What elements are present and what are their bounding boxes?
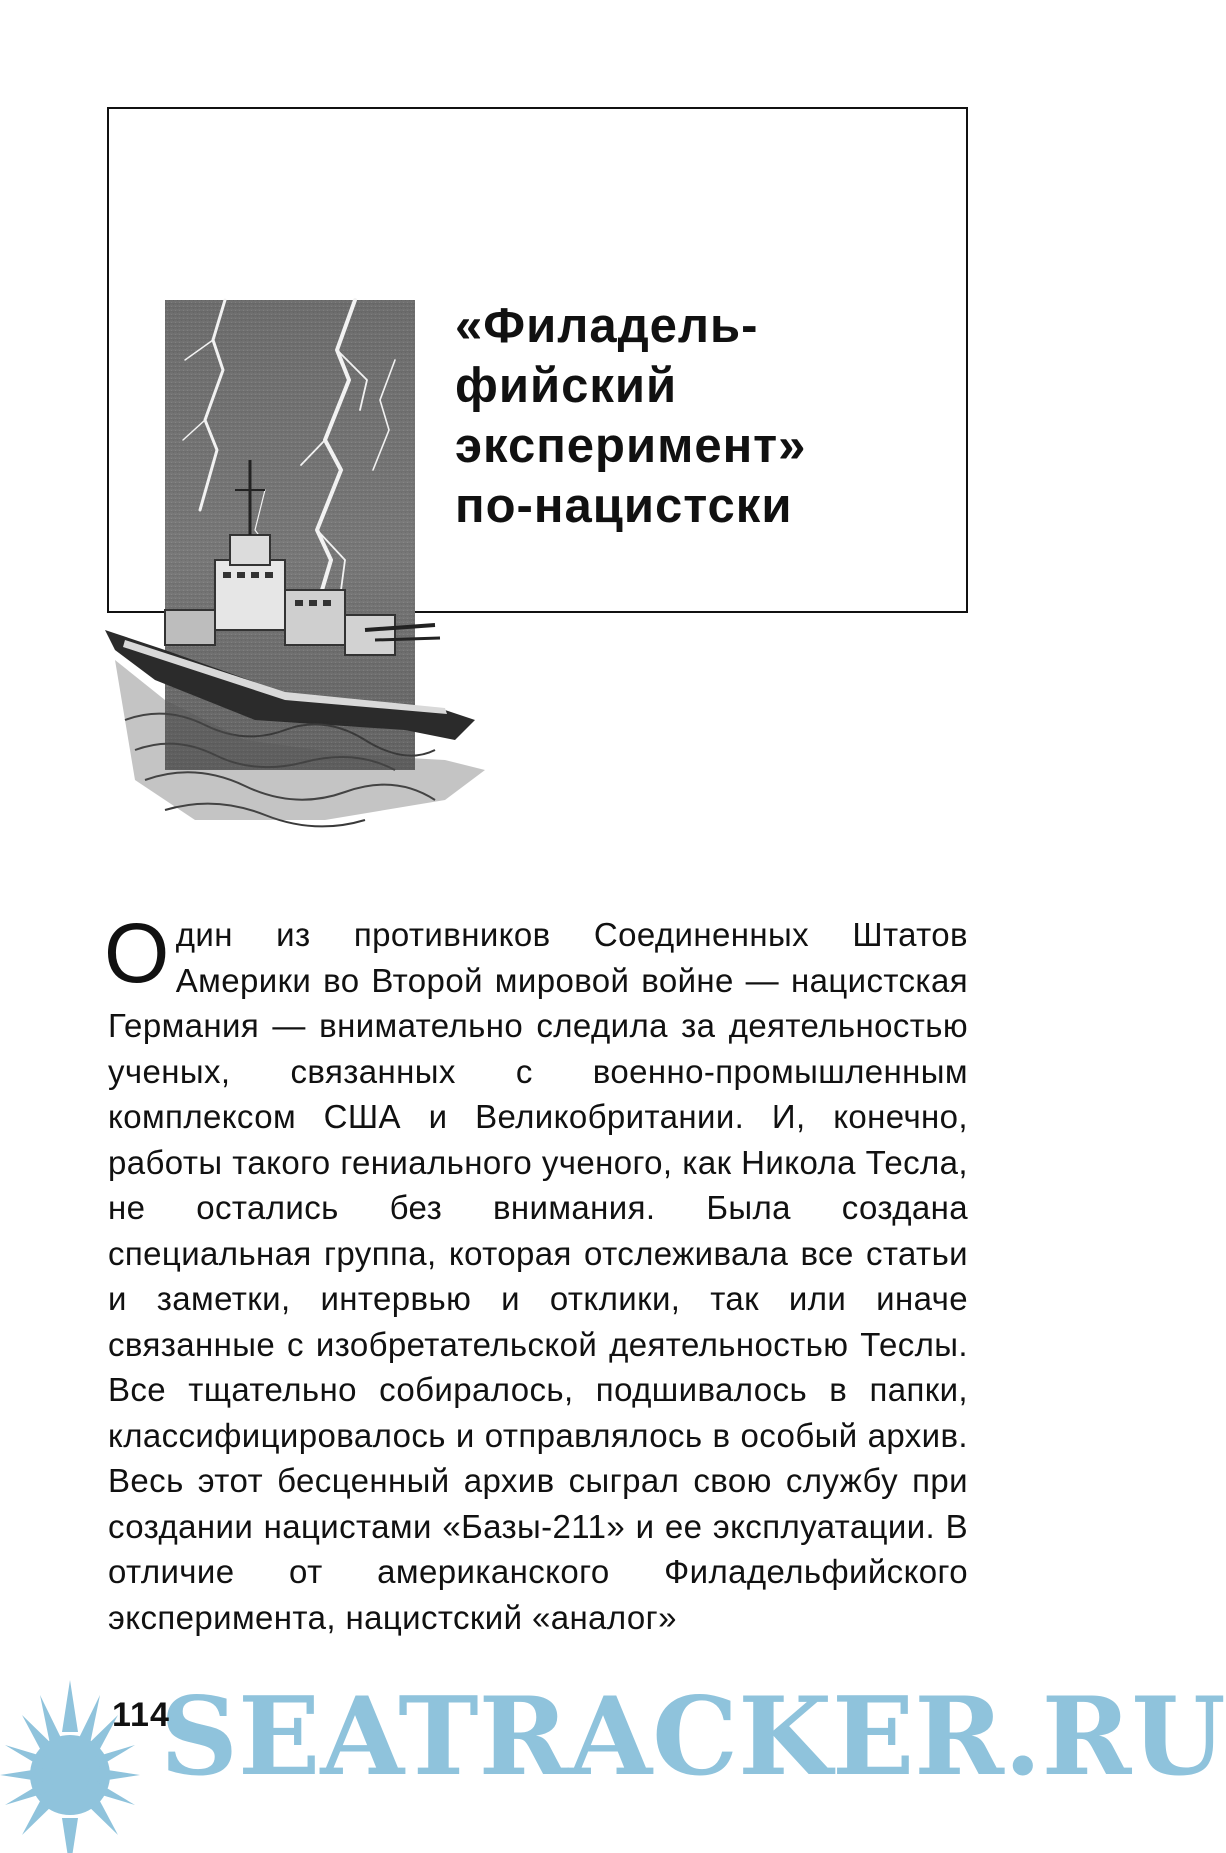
drop-cap: О: [104, 906, 170, 1000]
article-body: [104, 906, 968, 1640]
chapter-title-line: эксперимент»: [455, 419, 807, 473]
chapter-title-line: по-нацистски: [455, 479, 793, 533]
chapter-title: [455, 296, 935, 536]
chapter-title-line: фийский: [455, 359, 678, 413]
paragraph-text: дин из противников Соединенных Штатов Америки во Второй мировой войне — нацистская Германия — внимательно следила за деятельностью ученых, связанных с военно-промышленным комплексом США и Великобритании. И, конечно, работы такого гениального ученого, как Никола Тесла, не остались без внимания. Была создана специальная группа, которая отслеживала все статьи и заметки, интервью и отклики, так или иначе связанные с изобретательской деятельностью Теслы. Все тщательно собиралось, подшивалось в папки, классифицировалось и отправлялось в особый архив. Весь этот бесценный архив сыграл свою службу при создании нацистами «Базы-211» и ее эксплуатации. В отличие от американского Филадельфийского эксперимента, нацистский «аналог»: [108, 916, 968, 1636]
watermark-text: SEATRACKER.RU: [160, 1674, 1226, 1800]
chapter-title-line: «Филадель-: [455, 299, 759, 353]
body-paragraph: [104, 906, 968, 1640]
page-number: 114: [112, 1696, 170, 1734]
